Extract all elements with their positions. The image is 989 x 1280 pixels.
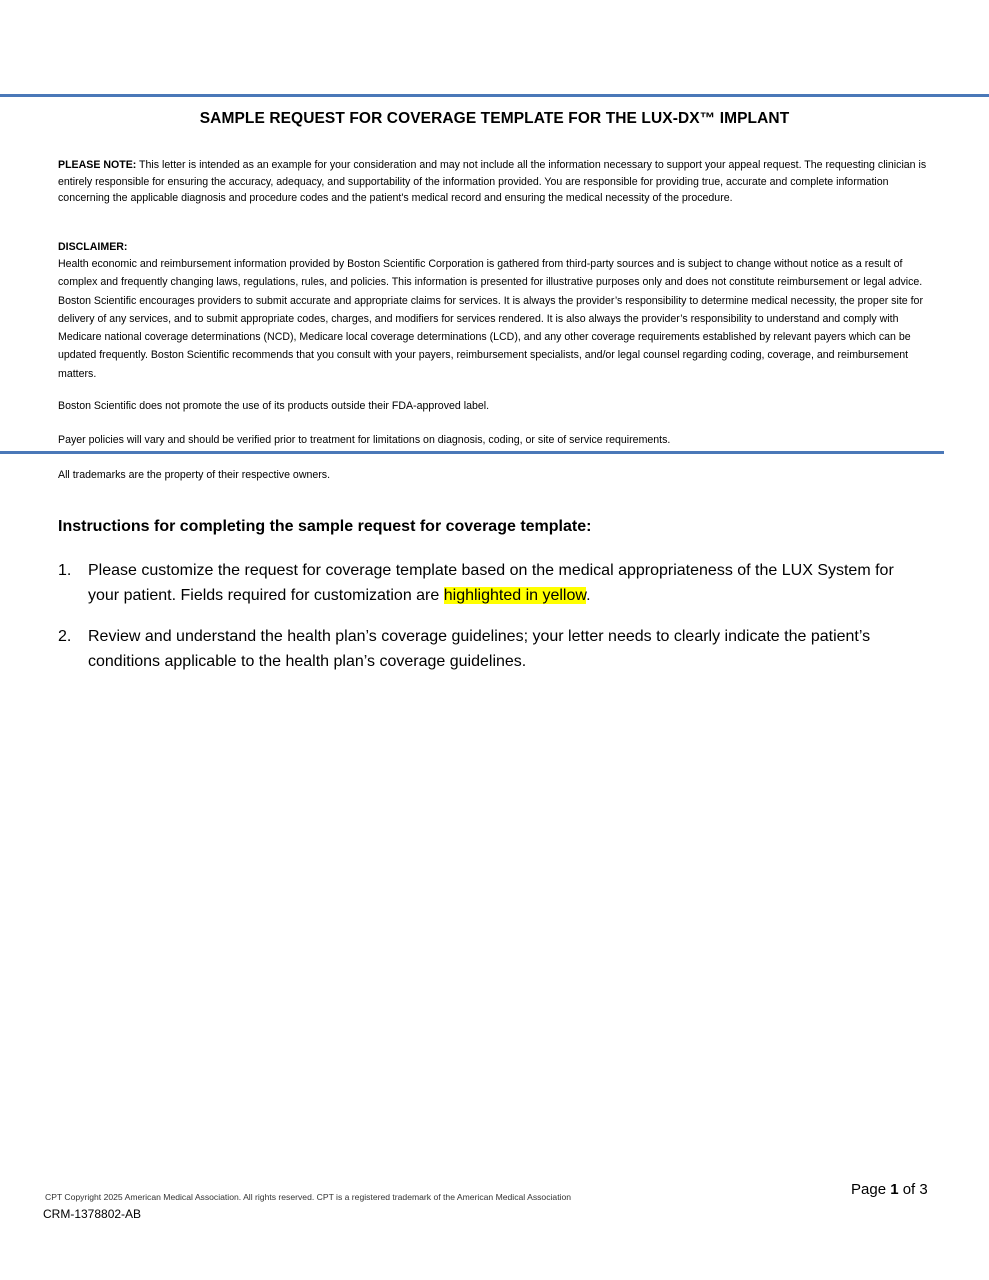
please-note-text: This letter is intended as an example for your consideration and may not include all the information necessary to support your appeal request. The requesting clinician is entirely responsible for ensuring the accuracy, adequacy, and supportability of the information provided. You are responsible for providing true, accurate and complete information concerning the applicable diagnosis and procedure codes and the patient's medical record and ensuring the medical necessity of the procedure. (58, 159, 927, 204)
document-code: CRM-1378802-AB (43, 1207, 142, 1221)
instruction-number: 1. (58, 562, 72, 579)
trademarks-statement: All trademarks are the property of their respective owners. (58, 469, 331, 481)
instruction-item (58, 558, 918, 608)
instruction-number: 2. (58, 628, 72, 645)
disclaimer-label: DISCLAIMER: (58, 241, 128, 253)
please-note-label: PLEASE NOTE: (58, 159, 137, 171)
page-total: 3 (919, 1181, 928, 1198)
instruction-text: Please customize the request for coverage template based on the medical appropriateness of the LUX System for your patient. Fields required for customization are (88, 562, 894, 604)
cpt-copyright-notice: CPT Copyright 2025 American Medical Association. All rights reserved. CPT is a registered trademark of the American Medical Association (45, 1192, 572, 1202)
instructions-list (58, 558, 918, 690)
document-title: SAMPLE REQUEST FOR COVERAGE TEMPLATE FOR THE LUX-DX™ IMPLANT (199, 110, 790, 127)
top-divider-rule (0, 94, 989, 97)
disclaimer-text: Health economic and reimbursement information provided by Boston Scientific Corporation is gathered from third-party sources and is subject to change without notice as a result of complex and frequently changing laws, regulations, rules, and policies. This information is presented for illustrative purposes only and does not constitute reimbursement or legal advice. Boston Scientific encourages providers to submit accurate and appropriate claims for services. It is always the provider’s responsibility to determine medical necessity, the proper site for delivery of any services, and to submit appropriate codes, charges, and modifiers for services rendered. It is also always the provider’s responsibility to understand and comply with Medicare national coverage determinations (NCD), Medicare local coverage determinations (LCD), and any other coverage requirements established by relevant payers which can be updated frequently. Boston Scientific recommends that you consult with your payers, reimbursement specialists, and/or legal counsel regarding coding, coverage, and reimbursement matters. (58, 258, 923, 380)
instruction-text-end: . (586, 587, 591, 604)
instruction-text: Review and understand the health plan’s coverage guidelines; your letter needs to clearly indicate the patient’s conditions applicable to the health plan’s coverage guidelines. (88, 628, 871, 670)
fda-label-statement: Boston Scientific does not promote the use of its products outside their FDA-approved label. (58, 400, 490, 412)
middle-divider-rule (0, 451, 944, 454)
instructions-heading: Instructions for completing the sample request for coverage template: (58, 518, 592, 535)
payer-policy-statement: Payer policies will vary and should be verified prior to treatment for limitations on diagnosis, coding, or site of service requirements. (58, 434, 671, 446)
page-number (851, 1181, 928, 1198)
instruction-item (58, 624, 918, 674)
page-current: 1 (890, 1181, 899, 1198)
page-prefix: Page (851, 1181, 891, 1198)
disclaimer-paragraph (58, 239, 938, 383)
please-note-paragraph (58, 157, 938, 207)
yellow-highlighted-text: highlighted in yellow (443, 587, 587, 604)
page-mid: of (898, 1181, 920, 1198)
